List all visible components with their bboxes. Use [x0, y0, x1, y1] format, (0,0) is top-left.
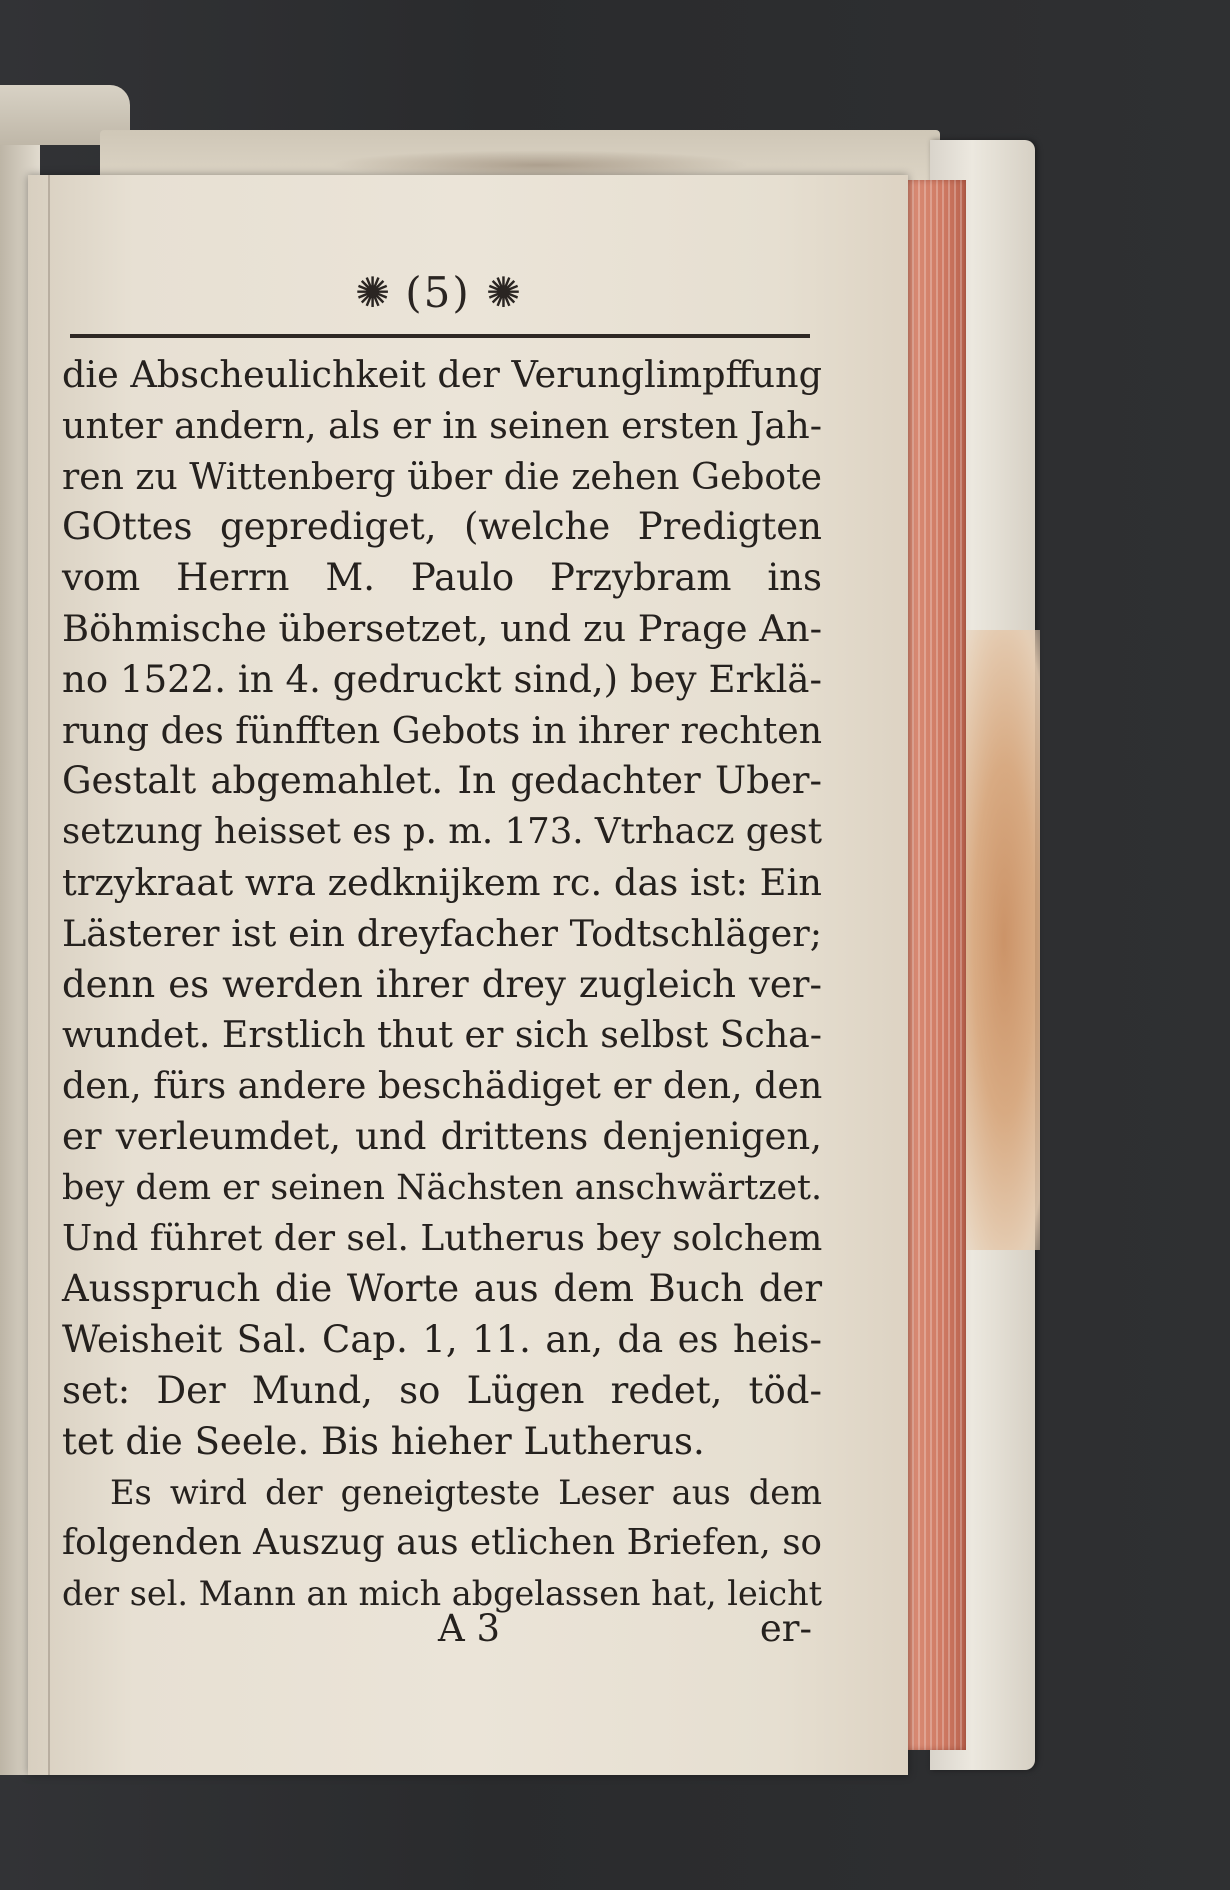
page-header [68, 268, 808, 338]
gutter-line [48, 175, 50, 1775]
text-line: der sel. Mann an mich abgelassen hat, leicht [62, 1574, 823, 1614]
page-footer [62, 1607, 822, 1662]
text-line: Böhmische übersetzet, und zu Prage An- [62, 606, 823, 650]
text-line: die Abscheulichkeit der Verunglimpffung [62, 353, 822, 396]
text-line: Weisheit Sal. Cap. 1, 11. an, da es heis- [62, 1318, 822, 1362]
text-line: no 1522. in 4. gedruckt sind,) bey Erklä- [62, 657, 822, 701]
text-line: GOttes geprediget, (welche Predigten [62, 505, 822, 549]
text-line: vom Herrn M. Paulo Przybram ins [62, 556, 822, 600]
text-line: Es wird der geneigteste Leser aus dem [110, 1472, 822, 1512]
text-line: wundet. Erstlich thut er sich selbst Scha- [62, 1013, 822, 1057]
page-number: (5) [405, 268, 471, 317]
text-line: ren zu Wittenberg über die zehen Gebote [62, 455, 822, 498]
text-line: denn es werden ihrer drey zugleich ver- [62, 962, 822, 1006]
text-line: set: Der Mund, so Lügen redet, töd- [62, 1368, 822, 1412]
signature-mark: A 3 [438, 1607, 501, 1650]
text-line: rung des fünfften Gebots in ihrer rechten [62, 708, 822, 752]
header-rule [70, 334, 810, 338]
ornament-left-icon: ✺ [354, 268, 391, 317]
text-line: setzung heisset es p. m. 173. Vtrhacz gest [62, 811, 822, 853]
text-line: tet die Seele. Bis hieher Lutherus. [62, 1419, 705, 1463]
text-line: er verleumdet, und drittens denjenigen, [62, 1114, 822, 1158]
text-line: Und führet der sel. Lutherus bey solchem [62, 1217, 823, 1259]
text-line: Lästerer ist ein dreyfacher Todtschläger; [62, 911, 822, 955]
text-line: folgenden Auszug aus etlichen Briefen, so [62, 1522, 822, 1564]
text-line: den, fürs andere beschädiget er den, den [62, 1064, 823, 1108]
body-text [62, 350, 822, 1620]
text-line: trzykraat wra zedknijkem rc. das ist: Ein [62, 860, 822, 904]
text-line: Gestalt abgemahlet. In gedachter Uber- [62, 759, 822, 803]
text-line: Ausspruch die Worte aus dem Buch der [62, 1267, 822, 1311]
catchword: er- [759, 1607, 812, 1650]
text-line: unter andern, als er in seinen ersten Jah- [62, 403, 822, 447]
ornament-right-icon: ✺ [485, 268, 522, 317]
text-line: bey dem er seinen Nächsten anschwärtzet. [62, 1167, 822, 1208]
